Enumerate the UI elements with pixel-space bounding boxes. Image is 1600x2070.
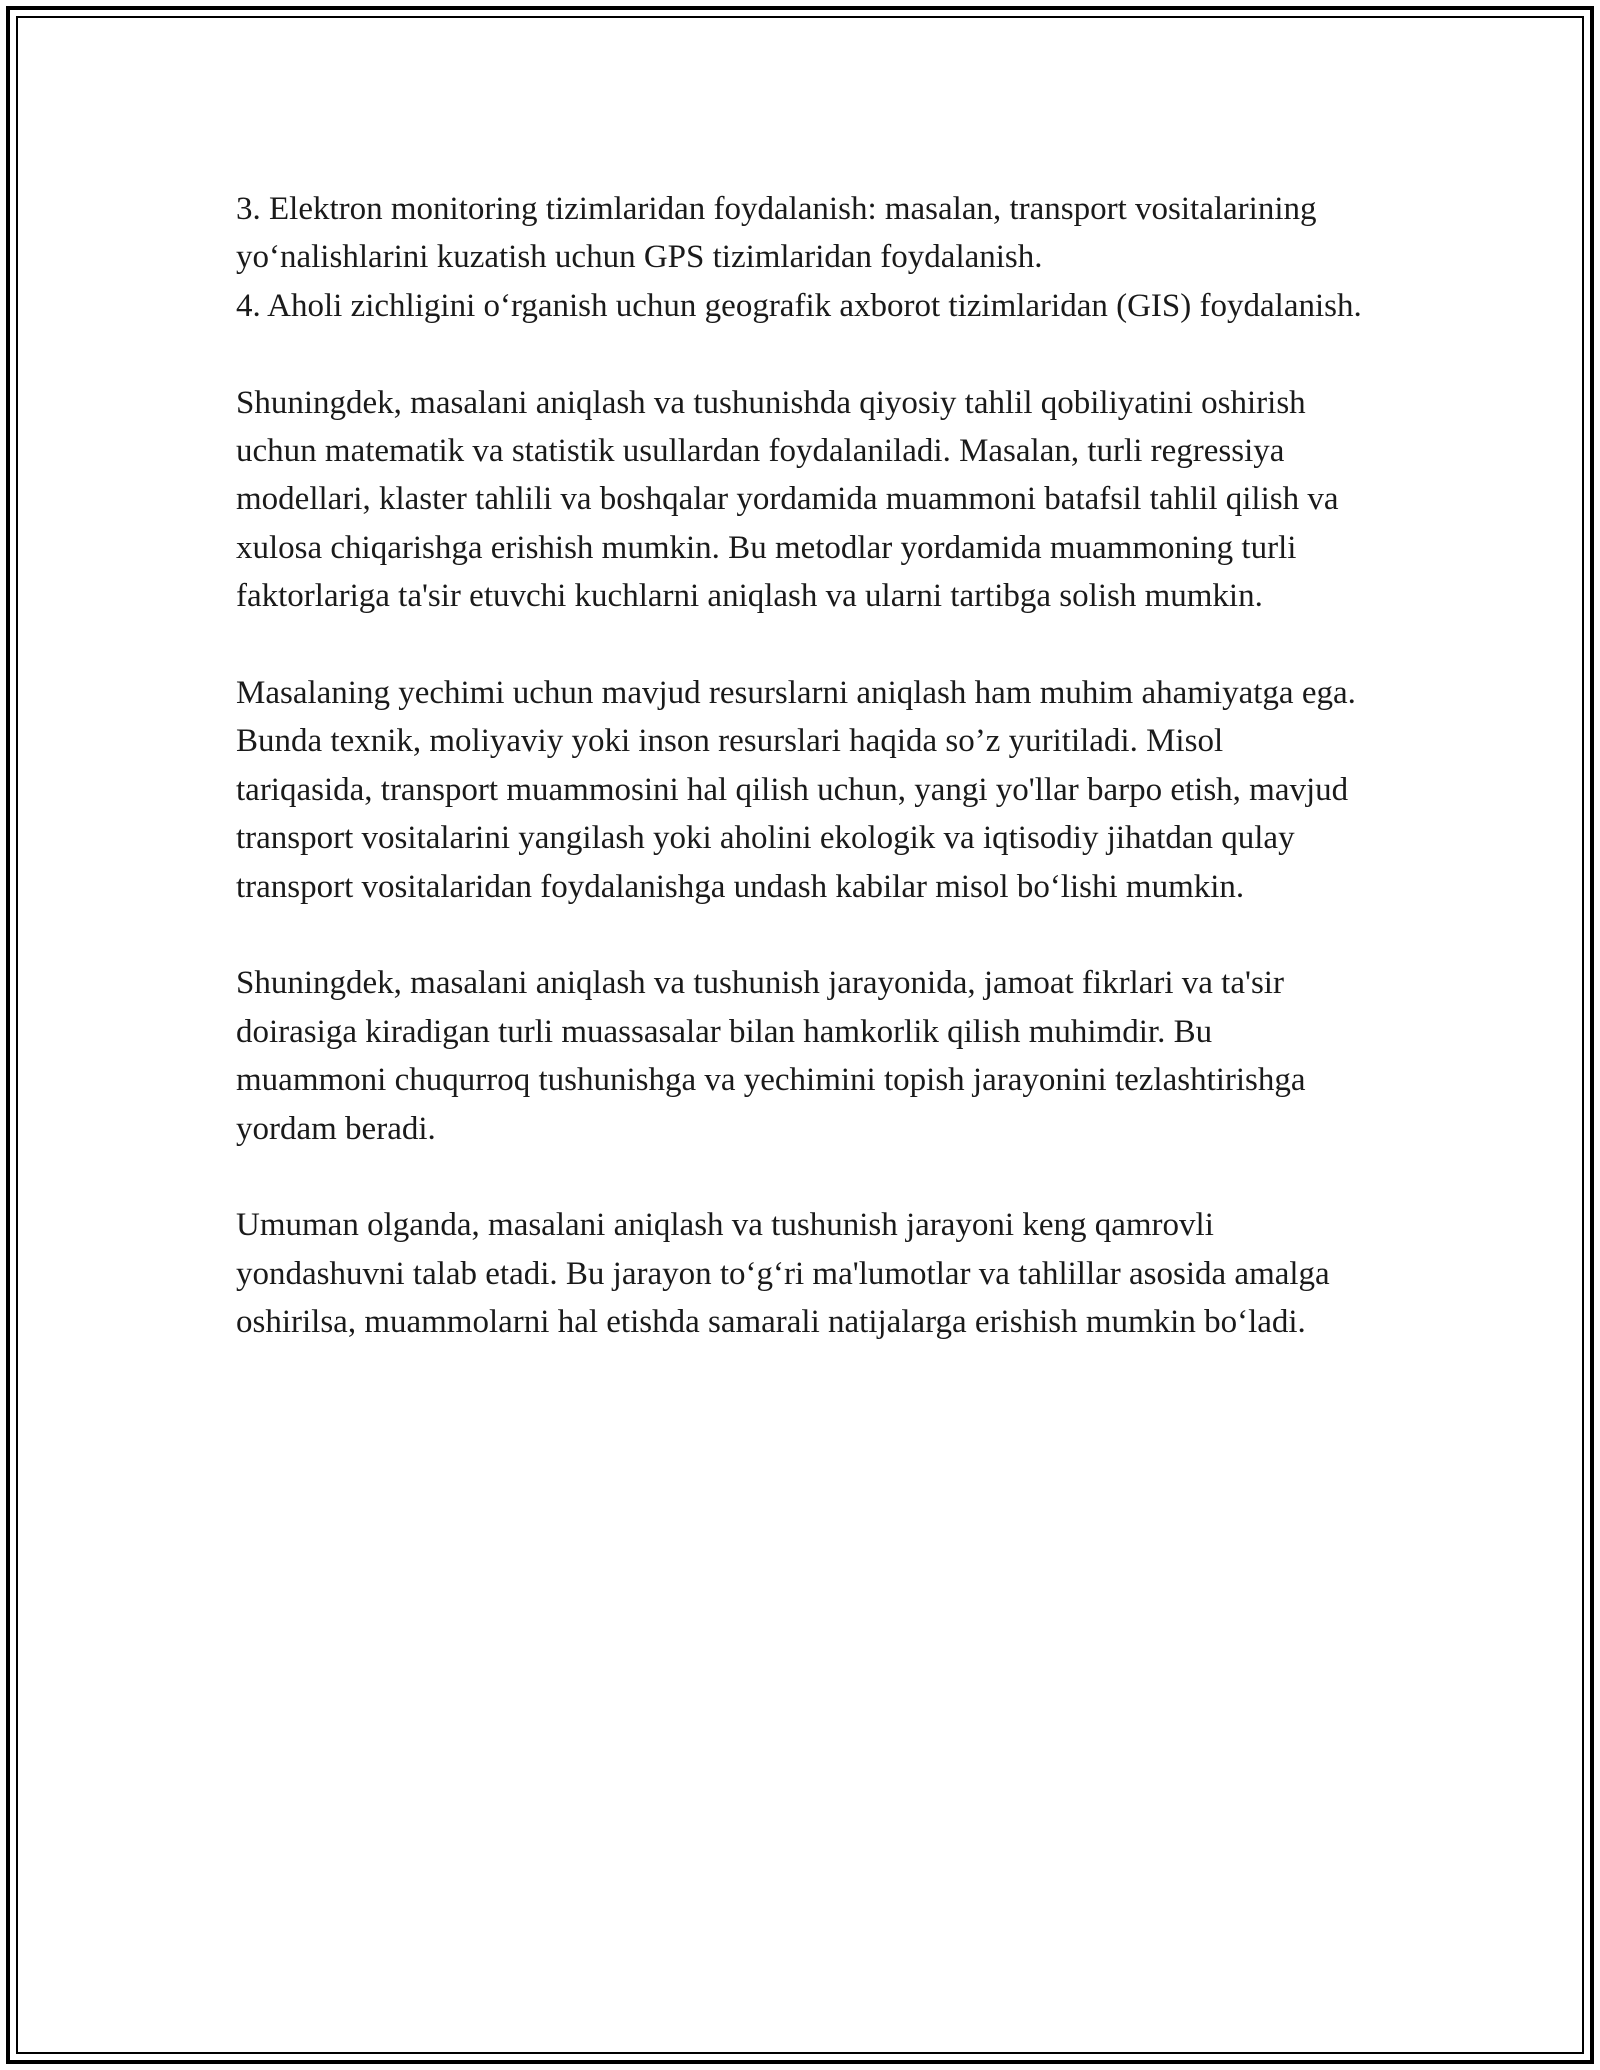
paragraph-methods: Shuningdek, masalani aniqlash va tushunishda qiyosiy tahlil qobiliyatini oshirish uchun matematik va statistik usullardan foydalaniladi. Masalan, turli regressiya modellari, klaster tahlili va boshqalar yordamida muammoni batafsil tahlil qilish va xulosa chiqarishga erishish mumkin. Bu metodlar yordamida muammoning turli faktorlariga ta'sir etuvchi kuchlarni aniqlash va ularni tartibga solish mumkin.: [236, 384, 1339, 615]
document-body: [236, 185, 1366, 1395]
list-item-3: 3. Elektron monitoring tizimlaridan foydalanish: masalan, transport vositalarining yo‘nalishlarini kuzatish uchun GPS tizimlaridan foydalanish.: [236, 191, 1317, 276]
paragraph-collaboration: Shuningdek, masalani aniqlash va tushunish jarayonida, jamoat fikrlari va ta'sir doirasiga kiradigan turli muassasalar bilan hamkorlik qilish muhimdir. Bu muammoni chuqurroq tushunishga va yechimini topish jarayonini tezlashtirishga yordam beradi.: [236, 965, 1306, 1147]
list-item-4: 4. Aholi zichligini o‘rganish uchun geografik axborot tizimlaridan (GIS) foydalanish.: [236, 287, 1362, 324]
paragraph-conclusion: Umuman olganda, masalani aniqlash va tushunish jarayoni keng qamrovli yondashuvni talab etadi. Bu jarayon to‘g‘ri ma'lumotlar va tahlillar asosida amalga oshirilsa, muammolarni hal etishda samarali natijalarga erishish mumkin bo‘ladi.: [236, 1207, 1330, 1341]
paragraph-resources: Masalaning yechimi uchun mavjud resurslarni aniqlash ham muhim ahamiyatga ega. Bunda texnik, moliyaviy yoki inson resurslari haqida so’z yuritiladi. Misol tariqasida, transport muammosini hal qilish uchun, yangi yo'llar barpo etish, mavjud transport vositalarini yangilash yoki aholini ekologik va iqtisodiy jihatdan qulay transport vositalaridan foydalanishga undash kabilar misol bo‘lishi mumkin.: [236, 675, 1356, 905]
